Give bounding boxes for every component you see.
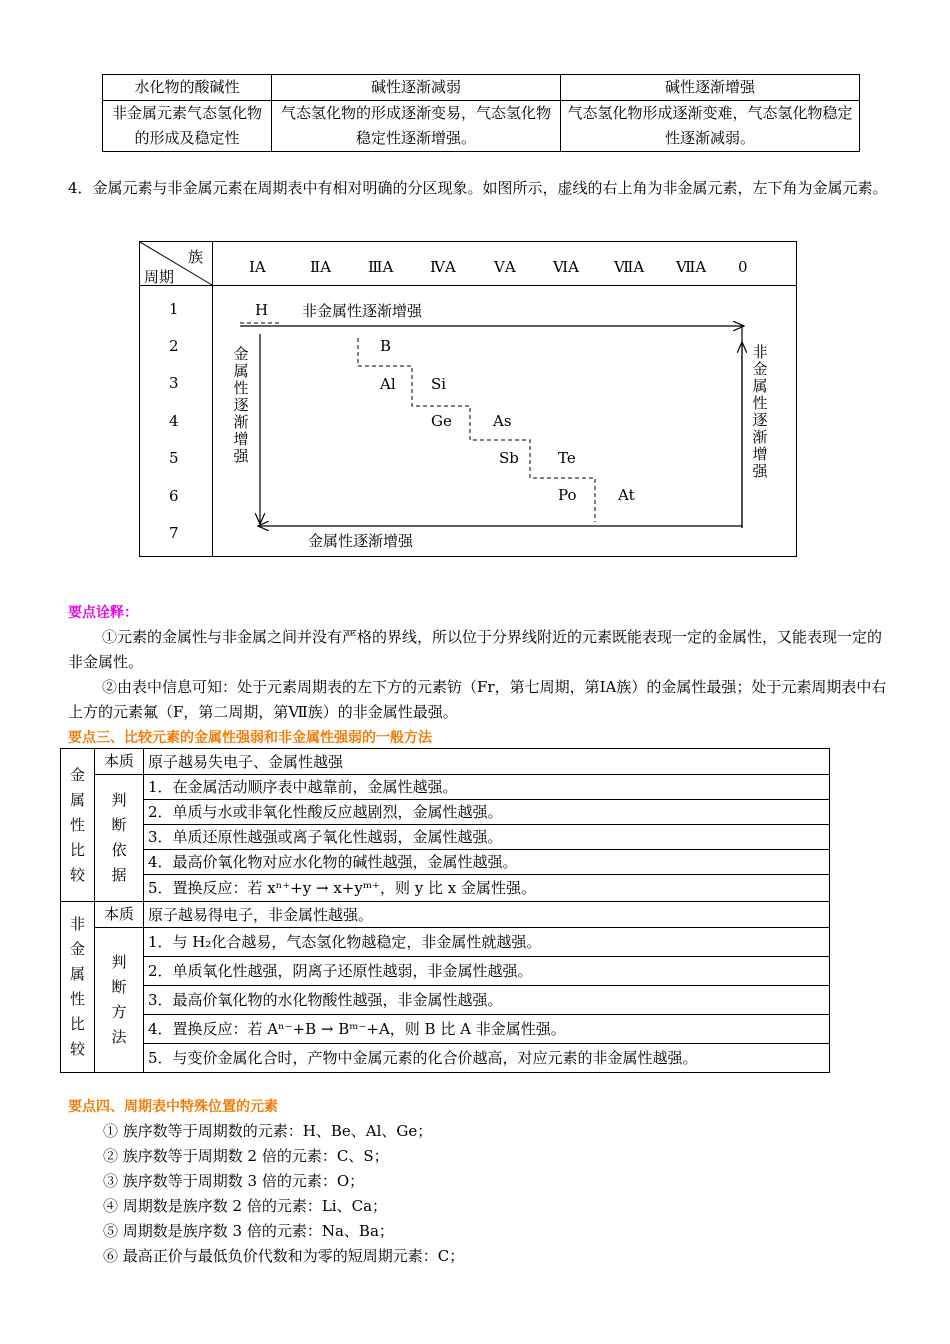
metal-group-label-text bbox=[61, 763, 94, 888]
table-cell: 气态氢化物形成逐渐变难，气态氢化物稳定性逐渐减弱。 bbox=[561, 101, 860, 152]
left-arrow-label bbox=[232, 346, 250, 465]
table-row bbox=[61, 1044, 830, 1073]
point4-item: ③ 族序数等于周期数 3 倍的元素：O； bbox=[103, 1172, 365, 1190]
notes-paragraph-1: ①元素的金属性与非金属之间并没有严格的界线，所以位于分界线附近的元素既能表现一定的金属性，又能表现一定的非金属性。 bbox=[68, 628, 883, 671]
table-cell: 碱性逐渐减弱 bbox=[272, 75, 561, 101]
element-Al: Al bbox=[380, 375, 396, 393]
metal-group-label-char: 金 bbox=[69, 765, 85, 784]
left-arrow-label-char: 逐 bbox=[233, 396, 249, 414]
metal-essence-text: 原子越易失电子、金属性越强 bbox=[144, 749, 830, 775]
table-row bbox=[61, 986, 830, 1015]
right-arrow-label-char: 非 bbox=[752, 343, 768, 361]
right-arrow-label-char: 强 bbox=[752, 462, 768, 480]
element-Te: Te bbox=[558, 449, 576, 467]
nonmetal-basis-label-char: 判 bbox=[111, 953, 127, 971]
table-cell: 水化物的酸碱性 bbox=[103, 75, 272, 101]
nonmetal-item: 2．单质氧化性越强，阴离子还原性越弱，非金属性越强。 bbox=[144, 957, 830, 986]
notes-paragraph-2: ②由表中信息可知：处于元素周期表的左下方的元素钫（Fr，第七周期，第ⅠA族）的金属性最强；处于元素周期表中右上方的元素氟（F，第二周期，第Ⅶ族）的非金属性最强。 bbox=[68, 678, 887, 721]
nonmetal-basis-label-char: 方 bbox=[111, 1003, 127, 1021]
element-H: H bbox=[255, 301, 269, 319]
table-row bbox=[61, 775, 830, 800]
bottom-arrow-label: 金属性逐渐增强 bbox=[308, 532, 414, 550]
metal-basis-label-text bbox=[95, 788, 143, 888]
metal-basis-label bbox=[95, 775, 144, 902]
nonmetal-group-label-text bbox=[61, 912, 94, 1062]
period-number: 4 bbox=[169, 412, 179, 430]
left-arrow-label-char: 增 bbox=[233, 430, 249, 448]
table-row bbox=[103, 75, 860, 101]
nonmetal-group-label bbox=[61, 902, 95, 1073]
period-number: 1 bbox=[169, 300, 179, 318]
group-header: ⅥA bbox=[553, 258, 579, 276]
left-arrow-label-char: 渐 bbox=[233, 413, 249, 431]
element-Ge: Ge bbox=[431, 412, 452, 430]
element-Si: Si bbox=[431, 375, 447, 393]
nonmetal-group-label-char: 非 bbox=[69, 915, 85, 933]
table-row bbox=[103, 101, 860, 152]
right-arrow-label-char: 性 bbox=[752, 394, 768, 412]
point4-item: ① 族序数等于周期数的元素：H、Be、Al、Ge； bbox=[103, 1122, 433, 1140]
metal-basis-label-char: 判 bbox=[111, 791, 127, 809]
nonmetal-basis-label-text bbox=[95, 950, 143, 1050]
group-header: ⅣA bbox=[430, 258, 456, 276]
group-header: ⅤA bbox=[494, 258, 516, 276]
table-row bbox=[61, 957, 830, 986]
metal-group-label bbox=[61, 749, 95, 902]
periodic-zone-diagram bbox=[139, 241, 797, 557]
period-number: 3 bbox=[169, 374, 179, 392]
right-arrow-label-char: 增 bbox=[752, 445, 768, 463]
point3-heading: 要点三、比较元素的金属性强弱和非金属性强弱的一般方法 bbox=[68, 730, 432, 746]
nonmetal-group-label-char: 性 bbox=[69, 990, 85, 1008]
metal-basis-label-char: 据 bbox=[111, 866, 127, 884]
group-header: 0 bbox=[738, 258, 748, 276]
table-row bbox=[61, 800, 830, 825]
table-cell: 非金属元素气态氢化物的形成及稳定性 bbox=[103, 101, 272, 152]
metal-item: 4．最高价氧化物对应水化物的碱性越强，金属性越强。 bbox=[144, 850, 830, 875]
nonmetal-basis-label-char: 断 bbox=[111, 978, 127, 996]
metal-group-label-char: 属 bbox=[69, 790, 85, 809]
metal-basis-label-char: 断 bbox=[111, 816, 127, 834]
period-number: 2 bbox=[169, 337, 179, 355]
table-cell: 气态氢化物的形成逐渐变易，气态氢化物稳定性逐渐增强。 bbox=[272, 101, 561, 152]
point4-item: ⑥ 最高正价与最低负价代数和为零的短周期元素：C； bbox=[103, 1247, 465, 1265]
nonmetal-item: 3．最高价氧化物的水化物酸性越强，非金属性越强。 bbox=[144, 986, 830, 1015]
nonmetal-essence-text: 原子越易得电子，非金属性越强。 bbox=[144, 902, 830, 928]
element-Po: Po bbox=[558, 486, 577, 504]
table-row bbox=[61, 902, 830, 928]
nonmetal-item: 1．与 H₂化合越易，气态氢化物越稳定，非金属性就越强。 bbox=[144, 928, 830, 957]
metal-group-label-char: 较 bbox=[69, 865, 85, 884]
section4-paragraph: 4．金属元素与非金属元素在周期表中有相对明确的分区现象。如图所示，虚线的右上角为非金属元素，左下角为金属元素。 bbox=[68, 179, 888, 197]
table-row bbox=[61, 825, 830, 850]
left-arrow-label-char: 金 bbox=[233, 345, 249, 363]
nonmetal-group-label-char: 较 bbox=[69, 1040, 85, 1058]
right-arrow-label-char: 渐 bbox=[752, 428, 768, 446]
table-cell: 碱性逐渐增强 bbox=[561, 75, 860, 101]
right-arrow-label bbox=[751, 344, 769, 480]
group-header: ⅠA bbox=[249, 258, 266, 276]
left-arrow-label-char: 性 bbox=[233, 379, 249, 397]
element-As: As bbox=[493, 412, 512, 430]
table-row bbox=[61, 749, 830, 775]
metal-basis-label-char: 依 bbox=[111, 841, 127, 859]
table-row bbox=[61, 875, 830, 902]
corner-group-label: 族 bbox=[188, 248, 204, 266]
nonmetal-item: 5．与变价金属化合时，产物中金属元素的化合价越高，对应元素的非金属性越强。 bbox=[144, 1044, 830, 1073]
table-row bbox=[61, 1015, 830, 1044]
nonmetal-basis-label-char: 法 bbox=[111, 1028, 127, 1046]
point4-item: ④ 周期数是族序数 2 倍的元素：Li、Ca； bbox=[103, 1197, 388, 1215]
point4-heading: 要点四、周期表中特殊位置的元素 bbox=[68, 1099, 278, 1115]
right-arrow-label-char: 逐 bbox=[752, 411, 768, 429]
top-arrow-label: 非金属性逐渐增强 bbox=[302, 302, 423, 320]
metal-group-label-char: 比 bbox=[69, 840, 85, 859]
nonmetal-item: 4．置换反应：若 Aⁿ⁻+B → Bᵐ⁻+A，则 B 比 A 非金属性强。 bbox=[144, 1015, 830, 1044]
group-header: ⅡA bbox=[310, 258, 332, 276]
right-arrow-label-char: 金 bbox=[752, 360, 768, 378]
element-Sb: Sb bbox=[499, 449, 519, 467]
element-B: B bbox=[380, 337, 392, 355]
right-arrow-label-char: 属 bbox=[752, 377, 768, 395]
nonmetal-basis-label bbox=[95, 928, 144, 1073]
group-header: ⅦA bbox=[676, 258, 707, 276]
metal-item: 1．在金属活动顺序表中越靠前，金属性越强。 bbox=[144, 775, 830, 800]
point4-item: ② 族序数等于周期数 2 倍的元素：C、S； bbox=[103, 1147, 389, 1165]
point4-heading-line bbox=[68, 1094, 888, 1120]
table-row bbox=[61, 850, 830, 875]
nonmetal-group-label-char: 属 bbox=[69, 965, 85, 983]
notes-heading: 要点诠释： bbox=[68, 605, 138, 621]
left-arrow-label-char: 属 bbox=[233, 362, 249, 380]
point4-item: ⑤ 周期数是族序数 3 倍的元素：Na、Ba； bbox=[103, 1222, 394, 1240]
period-number: 5 bbox=[169, 449, 179, 467]
nonmetal-group-label-char: 比 bbox=[69, 1015, 85, 1033]
group-header: ⅦA bbox=[614, 258, 645, 276]
top-comparison-table bbox=[102, 74, 860, 152]
metal-group-label-char: 性 bbox=[69, 815, 85, 834]
metal-essence-label: 本质 bbox=[95, 749, 144, 775]
corner-period-label: 周期 bbox=[144, 268, 175, 286]
period-number: 6 bbox=[169, 487, 179, 505]
nonmetal-essence-label: 本质 bbox=[95, 902, 144, 928]
metal-item: 5．置换反应：若 xⁿ⁺+y → x+yᵐ⁺，则 y 比 x 金属性强。 bbox=[144, 875, 830, 902]
comparison-methods-table bbox=[60, 748, 830, 1073]
metal-item: 2．单质与水或非氧化性酸反应越剧烈，金属性越强。 bbox=[144, 800, 830, 825]
notes-heading-line bbox=[68, 600, 888, 626]
table-row bbox=[61, 928, 830, 957]
left-arrow-label-char: 强 bbox=[233, 447, 249, 465]
period-number: 7 bbox=[169, 524, 179, 542]
element-At: At bbox=[618, 486, 635, 504]
metal-item: 3．单质还原性越强或离子氧化性越弱，金属性越强。 bbox=[144, 825, 830, 850]
group-header: ⅢA bbox=[368, 258, 394, 276]
nonmetal-group-label-char: 金 bbox=[69, 940, 85, 958]
